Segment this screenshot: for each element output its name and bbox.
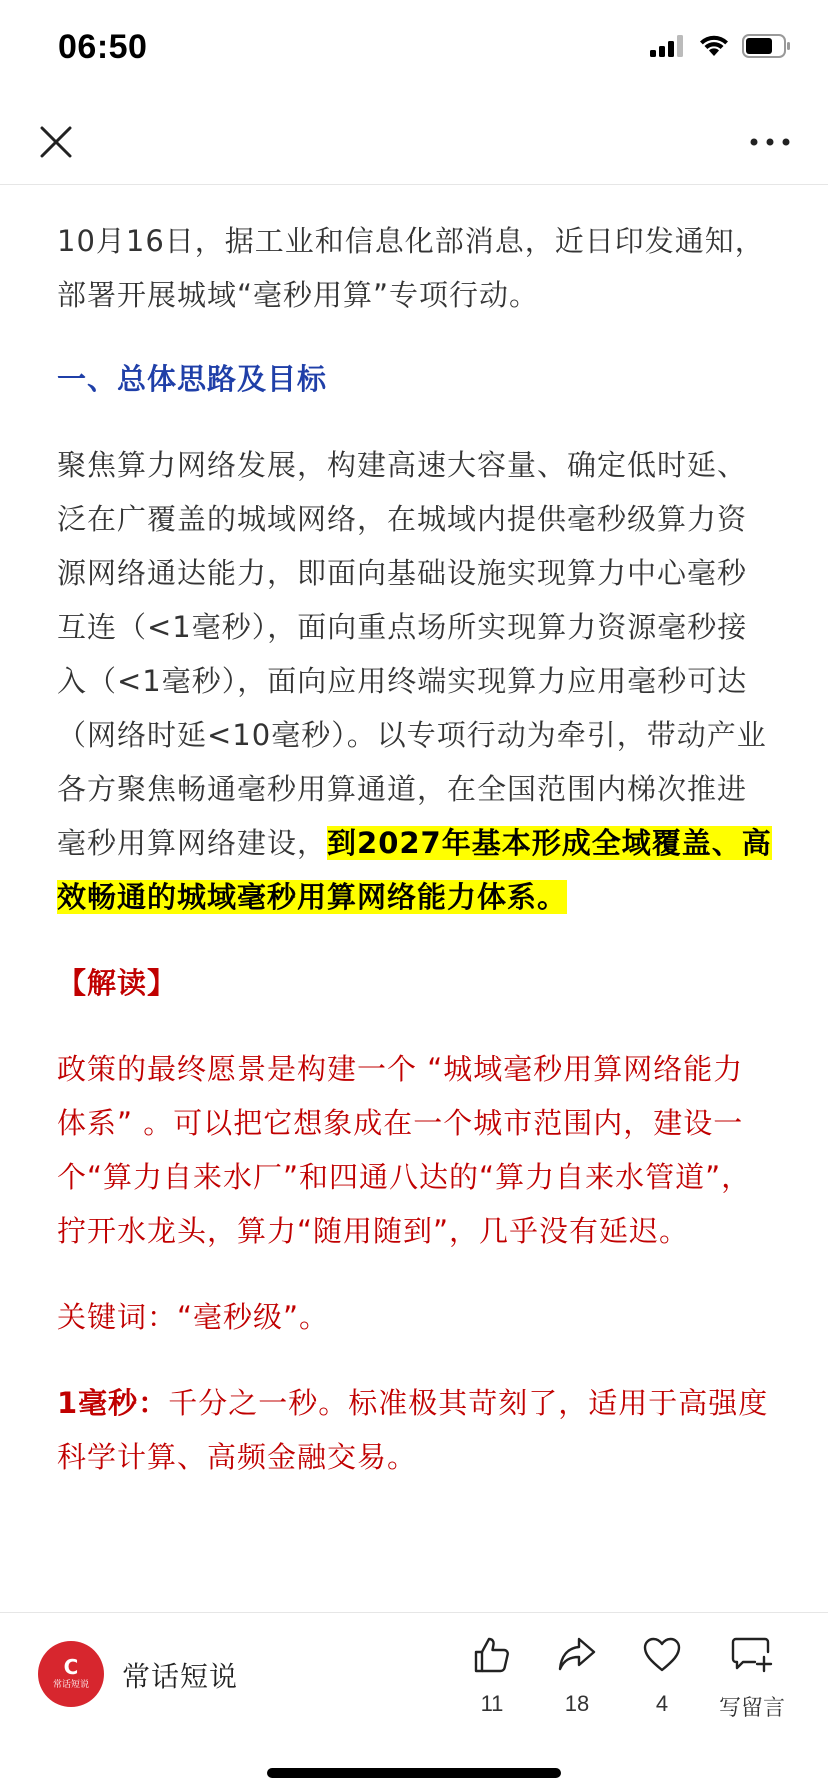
status-bar (0, 0, 828, 100)
like-button[interactable] (452, 1635, 532, 1717)
close-button[interactable] (36, 122, 76, 162)
cellular-signal-icon (650, 35, 686, 61)
status-time: 06:50 (58, 28, 148, 66)
more-button[interactable] (748, 122, 792, 162)
article-body (57, 186, 773, 1484)
one-ms-paragraph (57, 1376, 773, 1484)
comment-button[interactable] (708, 1635, 796, 1722)
status-icons (650, 34, 792, 62)
share-button[interactable] (537, 1635, 617, 1717)
one-ms-text: 千分之一秒。标准极其苛刻了，适用于高强度科学计算、高频金融交易。 (57, 1386, 769, 1474)
heart-icon (642, 1635, 682, 1675)
avatar-text: 常话短说 (52, 1680, 89, 1690)
share-count: 18 (564, 1691, 590, 1716)
goal-paragraph (57, 438, 773, 924)
thumbs-up-icon (472, 1635, 512, 1675)
more-dots-icon (748, 122, 792, 162)
battery-icon (742, 34, 792, 62)
favorite-button[interactable] (622, 1635, 702, 1717)
author-name[interactable]: 常话短说 (122, 1660, 239, 1693)
one-ms-label: 1毫秒： (57, 1386, 169, 1420)
avatar-logo-icon: C (63, 1655, 79, 1679)
nav-bar (0, 100, 828, 185)
goal-paragraph-text: 聚焦算力网络发展，构建高速大容量、确定低时延、泛在广覆盖的城域网络，在城域内提供毫秒级算力资源网络通达能力，即面向基础设施实现算力中心毫秒互连（<1毫秒），面向重点场所实现算力资源毫秒接入（<1毫秒），面向应用终端实现算力应用毫秒可达（网络时延<10毫秒）。以专项行动为牵引，带动产业各方聚焦畅通毫秒用算通道，在全国范围内梯次推进毫秒用算网络建设， (57, 448, 767, 860)
like-count: 11 (480, 1691, 504, 1716)
section-heading: 一、总体思路及目标 (57, 362, 328, 396)
keyword-paragraph: 关键词：“毫秒级”。 (57, 1300, 330, 1334)
comment-plus-icon (731, 1635, 773, 1675)
interpretation-paragraph: 政策的最终愿景是构建一个 “城域毫秒用算网络能力体系” 。可以把它想象成在一个城市范围内，建设一个“算力自来水厂”和四通八达的“算力自来水管道”，拧开水龙头，算力“随用随到”，几乎没有延迟。 (57, 1052, 752, 1248)
comment-label: 写留言 (718, 1695, 785, 1720)
close-icon (36, 122, 76, 162)
share-arrow-icon (557, 1635, 597, 1675)
intro-paragraph: 10月16日，据工业和信息化部消息，近日印发通知，部署开展城域“毫秒用算”专项行动。 (57, 224, 765, 312)
interpretation-label: 【解读】 (57, 966, 178, 1000)
wifi-icon (698, 34, 730, 62)
bottom-action-bar (0, 1612, 828, 1792)
home-indicator[interactable] (267, 1768, 561, 1778)
goal-highlight: 到2027年基本形成全域覆盖、高效畅通的城域毫秒用算网络能力体系。 (57, 826, 772, 914)
favorite-count: 4 (655, 1691, 669, 1716)
author-avatar[interactable] (38, 1641, 104, 1707)
